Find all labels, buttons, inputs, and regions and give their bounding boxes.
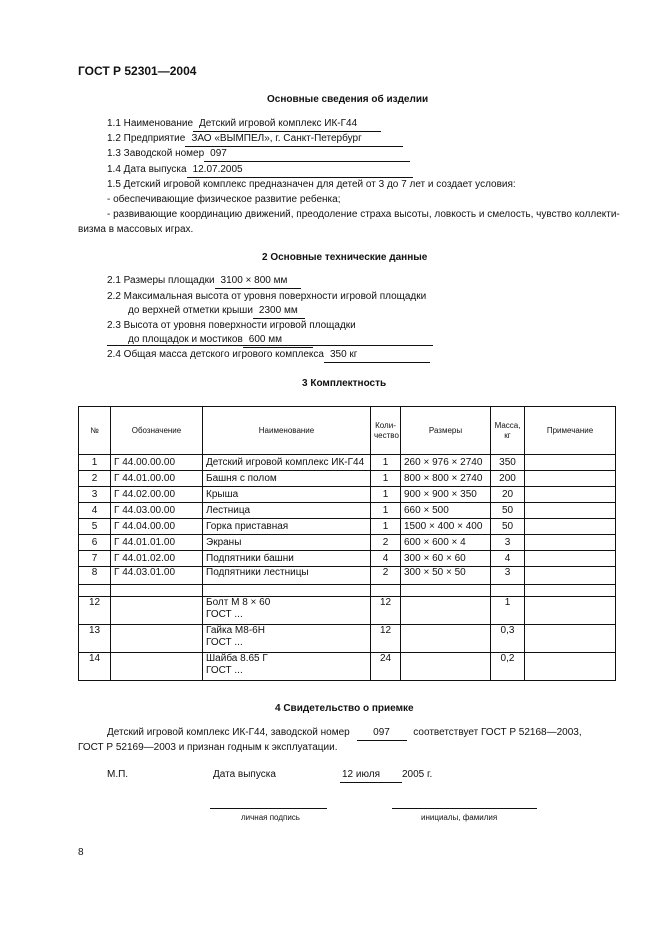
- cell-size: 260 × 976 × 2740: [401, 455, 491, 471]
- cell-designation: Г 44.03.00.00: [111, 503, 203, 519]
- cell-name-l1: Болт М 8 × 60: [206, 597, 271, 608]
- cell-name: [203, 653, 371, 681]
- cell-note: [525, 597, 616, 625]
- table-row: [79, 653, 616, 681]
- page-number: 8: [78, 847, 84, 858]
- cell-note: [525, 625, 616, 653]
- cell-num: 1: [79, 455, 111, 471]
- cell-name: Лестница: [203, 503, 371, 519]
- col-qty-l2: чество: [374, 430, 399, 440]
- cell-num: 6: [79, 535, 111, 551]
- cell-note: [525, 535, 616, 551]
- col-size: Размеры: [401, 407, 491, 455]
- item-2-4-label: 2.4 Общая масса детского игрового комплекса: [107, 349, 324, 360]
- item-1-4-label: 1.4 Дата выпуска: [107, 164, 187, 175]
- cell-qty: 1: [371, 503, 401, 519]
- table-row: [79, 471, 616, 487]
- cell-qty: 2: [371, 535, 401, 551]
- cell-designation: Г 44.01.02.00: [111, 551, 203, 567]
- acceptance-text-a: Детский игровой комплекс ИК-Г44, заводской номер: [107, 727, 350, 738]
- section1-title: Основные сведения об изделии: [267, 94, 429, 105]
- item-1-3-value: 097: [204, 146, 410, 162]
- item-1-2-value: ЗАО «ВЫМПЕЛ», г. Санкт-Петербург: [185, 131, 403, 147]
- table-row: [79, 625, 616, 653]
- cell-qty: 2: [371, 567, 401, 585]
- cell-mass: 200: [491, 471, 525, 487]
- cell-size: 300 × 60 × 60: [401, 551, 491, 567]
- cell-size: 1500 × 400 × 400: [401, 519, 491, 535]
- cell-qty: 12: [371, 625, 401, 653]
- document-header: ГОСТ Р 52301—2004: [78, 64, 197, 78]
- item-1-1: [107, 116, 381, 132]
- table-row: [79, 519, 616, 535]
- cell-note: [525, 551, 616, 567]
- cell-qty: 12: [371, 597, 401, 625]
- item-2-3-rule: [107, 345, 433, 346]
- table-row: [79, 567, 616, 585]
- item-2-1-value: 3100 × 800 мм: [215, 273, 301, 289]
- acceptance-line-2: ГОСТ Р 52169—2003 и признан годным к эксплуатации.: [78, 742, 338, 753]
- item-1-3-label: 1.3 Заводской номер: [107, 148, 205, 159]
- col-qty: [371, 407, 401, 455]
- col-mass-l1: Масса,: [494, 420, 521, 430]
- table-row: [79, 503, 616, 519]
- item-2-2-cont: [128, 303, 305, 319]
- cell-qty: 4: [371, 551, 401, 567]
- acceptance-line-1: [107, 725, 582, 741]
- cell-designation: Г 44.02.00.00: [111, 487, 203, 503]
- table-row: [79, 455, 616, 471]
- cell-num: 7: [79, 551, 111, 567]
- table-row: [79, 551, 616, 567]
- cell-designation: Г 44.04.00.00: [111, 519, 203, 535]
- release-date-value: [340, 767, 432, 783]
- item-1-1-label: 1.1 Наименование: [107, 118, 194, 129]
- item-2-2-value: 2300 мм: [253, 303, 305, 319]
- col-qty-l1: Коли-: [375, 420, 396, 430]
- cell-size: 660 × 500: [401, 503, 491, 519]
- cell-name: [203, 597, 371, 625]
- cell-num: 8: [79, 567, 111, 585]
- release-date-day: 12 июля: [340, 767, 402, 783]
- cell-num: 13: [79, 625, 111, 653]
- cell-size: 600 × 600 × 4: [401, 535, 491, 551]
- cell-mass: 50: [491, 503, 525, 519]
- item-1-2-label: 1.2 Предприятие: [107, 133, 186, 144]
- cell-gap: [203, 585, 371, 597]
- cell-name: Подпятники башни: [203, 551, 371, 567]
- col-mass-l2: кг: [504, 430, 511, 440]
- cell-num: 3: [79, 487, 111, 503]
- cell-mass: 0,3: [491, 625, 525, 653]
- item-1-1-value: Детский игровой комплекс ИК-Г44: [193, 116, 381, 132]
- cell-name-l2: ГОСТ ...: [206, 665, 243, 676]
- cell-num: 14: [79, 653, 111, 681]
- cell-size: 300 × 50 × 50: [401, 567, 491, 585]
- col-note: Примечание: [525, 407, 616, 455]
- col-designation: Обозначение: [111, 407, 203, 455]
- cell-designation: Г 44.01.00.00: [111, 471, 203, 487]
- col-name: Наименование: [203, 407, 371, 455]
- cell-note: [525, 567, 616, 585]
- cell-qty: 1: [371, 519, 401, 535]
- cell-name: Башня с полом: [203, 471, 371, 487]
- cell-gap: [401, 585, 491, 597]
- cell-name-l1: Шайба 8.65 Г: [206, 653, 268, 664]
- acceptance-text-b: соответствует ГОСТ Р 52168—2003,: [413, 727, 582, 738]
- cell-mass: 50: [491, 519, 525, 535]
- cell-name: Крыша: [203, 487, 371, 503]
- cell-size: 900 × 900 × 350: [401, 487, 491, 503]
- cell-designation: [111, 597, 203, 625]
- table-row: [79, 535, 616, 551]
- cell-qty: 1: [371, 455, 401, 471]
- cell-num: 12: [79, 597, 111, 625]
- cell-name: Горка приставная: [203, 519, 371, 535]
- cell-num: 2: [79, 471, 111, 487]
- cell-mass: 20: [491, 487, 525, 503]
- table-row: [79, 487, 616, 503]
- signature-line: [210, 808, 327, 809]
- cell-num: 5: [79, 519, 111, 535]
- cell-mass: 1: [491, 597, 525, 625]
- signature-caption: личная подпись: [241, 813, 300, 822]
- cell-designation: Г 44.00.00.00: [111, 455, 203, 471]
- item-2-3: 2.3 Высота от уровня поверхности игровой площадки: [107, 320, 356, 331]
- completeness-table: [78, 406, 616, 681]
- item-2-1: [107, 273, 301, 289]
- cell-note: [525, 487, 616, 503]
- cell-size: [401, 625, 491, 653]
- cell-size: 800 × 800 × 2740: [401, 471, 491, 487]
- cell-qty: 24: [371, 653, 401, 681]
- table-row: [79, 597, 616, 625]
- cell-name: [203, 625, 371, 653]
- cell-mass: 3: [491, 535, 525, 551]
- cell-mass: 4: [491, 551, 525, 567]
- item-1-3: [107, 146, 410, 162]
- cell-mass: 350: [491, 455, 525, 471]
- cell-note: [525, 471, 616, 487]
- cell-name: Подпятники лестницы: [203, 567, 371, 585]
- cell-note: [525, 653, 616, 681]
- cell-note: [525, 503, 616, 519]
- cell-gap: [525, 585, 616, 597]
- cell-size: [401, 597, 491, 625]
- item-1-2: [107, 131, 403, 147]
- bullet-2: - развивающие координацию движений, преодоление страха высоты, ловкость и смелость, чувство коллекти-: [107, 209, 620, 220]
- cell-size: [401, 653, 491, 681]
- cell-note: [525, 519, 616, 535]
- item-2-4: [107, 347, 430, 363]
- cell-name-l2: ГОСТ ...: [206, 609, 243, 620]
- bullet-2-cont: визма в массовых играх.: [78, 224, 194, 235]
- cell-gap: [111, 585, 203, 597]
- cell-gap: [491, 585, 525, 597]
- col-mass: [491, 407, 525, 455]
- cell-designation: [111, 653, 203, 681]
- section3-title: 3 Комплектность: [302, 378, 387, 389]
- name-line: [392, 808, 537, 809]
- cell-designation: Г 44.03.01.00: [111, 567, 203, 585]
- cell-num: 4: [79, 503, 111, 519]
- cell-name: Экраны: [203, 535, 371, 551]
- cell-gap: [371, 585, 401, 597]
- release-date-year: 2005 г.: [402, 769, 433, 780]
- cell-mass: 0,2: [491, 653, 525, 681]
- item-1-4-value: 12.07.2005: [187, 162, 413, 178]
- acceptance-serial: 097: [357, 725, 407, 741]
- stamp-label: М.П.: [107, 769, 129, 780]
- cell-designation: Г 44.01.01.00: [111, 535, 203, 551]
- section2-title: 2 Основные технические данные: [262, 252, 428, 263]
- cell-note: [525, 455, 616, 471]
- item-2-1-label: 2.1 Размеры площадки: [107, 275, 215, 286]
- section4-title: 4 Свидетельство о приемке: [275, 703, 414, 714]
- cell-name-l1: Гайка М8-6Н: [206, 625, 265, 636]
- item-2-2-label: до верхней отметки крыши: [128, 305, 253, 316]
- cell-designation: [111, 625, 203, 653]
- item-2-3-value: 600 мм: [243, 332, 313, 348]
- cell-gap: [79, 585, 111, 597]
- table-gap-row: [79, 585, 616, 597]
- bullet-1: - обеспечивающие физическое развитие ребенка;: [107, 194, 341, 205]
- cell-qty: 1: [371, 487, 401, 503]
- col-num: №: [79, 407, 111, 455]
- item-1-4: [107, 162, 413, 178]
- item-1-5: 1.5 Детский игровой комплекс предназначен для детей от 3 до 7 лет и создает условия:: [107, 179, 516, 190]
- cell-name: Детский игровой комплекс ИК-Г44: [203, 455, 371, 471]
- cell-mass: 3: [491, 567, 525, 585]
- item-2-4-value: 350 кг: [324, 347, 430, 363]
- item-2-2: 2.2 Максимальная высота от уровня поверхности игровой площадки: [107, 291, 427, 302]
- name-caption: инициалы, фамилия: [421, 813, 498, 822]
- cell-qty: 1: [371, 471, 401, 487]
- item-2-3-label: до площадок и мостиков: [128, 334, 243, 345]
- release-date-label: Дата выпуска: [213, 769, 276, 780]
- cell-name-l2: ГОСТ ...: [206, 637, 243, 648]
